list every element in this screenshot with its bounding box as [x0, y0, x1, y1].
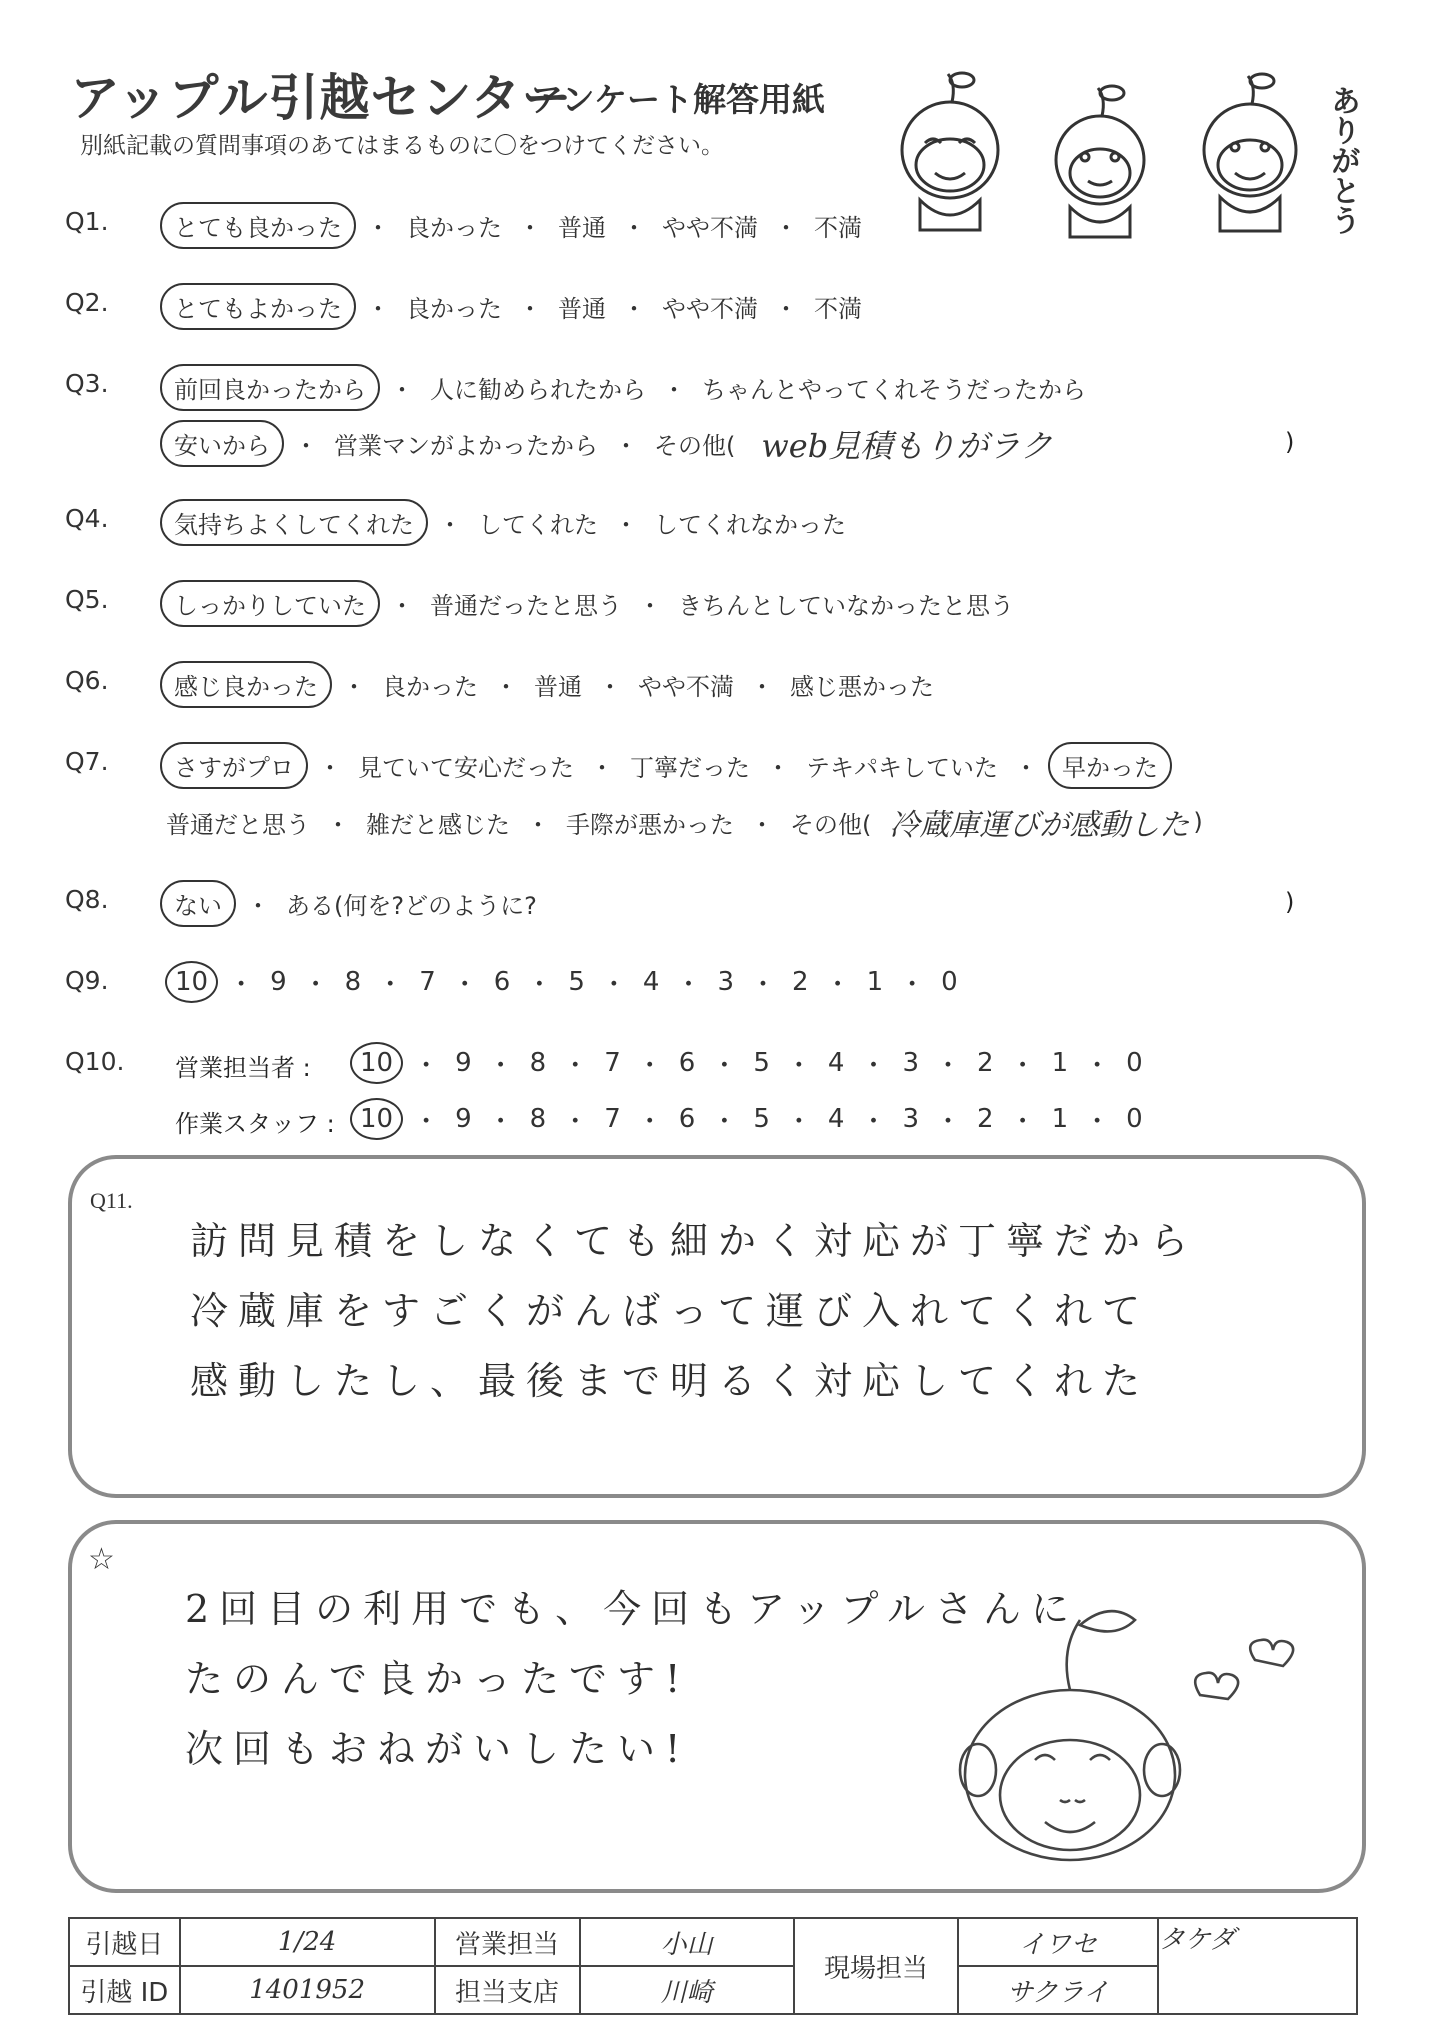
free-comment-line-2: たのんで良かったです! — [185, 1657, 691, 1701]
q7-other-handwritten: 冷蔵庫運びが感動した — [889, 808, 1190, 843]
q1-option-5[interactable]: 不満 — [814, 214, 862, 242]
q10-staff-scale: 10 ・ 9 ・ 8 ・ 7 ・ 6 ・ 5 ・ 4 ・ 3 ・ 2 ・ 1 ・ 0 — [350, 1098, 1149, 1140]
q1-options: とても良かった ・ 良かった ・ 普通 ・ やや不満 ・ 不満 — [160, 202, 868, 249]
free-comment-line-1: 2回目の利用でも、今回もアップルさんに — [185, 1587, 1079, 1631]
q6-option-3[interactable]: 普通 — [534, 673, 582, 701]
q8-option-2[interactable]: ある(何を?どのように? — [286, 892, 537, 920]
q9-score-9[interactable]: 9 — [270, 967, 287, 997]
site-staff-2: サクライ — [958, 1966, 1157, 2014]
mascot-monkeys-illustration — [880, 65, 1340, 250]
q10-sales-score-1[interactable]: 1 — [1051, 1048, 1069, 1078]
q9-score-6[interactable]: 6 — [493, 967, 511, 997]
q1-option-2[interactable]: 良かった — [406, 214, 502, 242]
q1-option-4[interactable]: やや不満 — [662, 214, 758, 242]
q9-score-10-selected[interactable]: 10 — [165, 961, 218, 1003]
thanks-text: ありがとう — [1325, 85, 1360, 235]
q7-option-2[interactable]: 見ていて安心だった — [358, 754, 574, 782]
move-id-label: 引越 ID — [69, 1966, 180, 2014]
q9-score-2[interactable]: 2 — [792, 967, 809, 997]
q7-option-1-selected[interactable]: さすがプロ — [160, 742, 308, 789]
q7-option-other[interactable]: その他( — [790, 810, 872, 839]
q10-sales-score-4[interactable]: 4 — [827, 1048, 845, 1078]
q8-label: Q8. — [65, 885, 109, 914]
branch-value: 川崎 — [580, 1966, 794, 2014]
q10-sales-score-3[interactable]: 3 — [902, 1048, 920, 1078]
q11-line-1: 訪問見積をしなくても細かく対応が丁寧だから — [190, 1219, 1199, 1263]
q11-label: Q11. — [90, 1188, 133, 1213]
q9-score-8[interactable]: 8 — [344, 967, 362, 997]
q3-close-paren: ) — [1285, 428, 1295, 456]
q10-sales-score-9[interactable]: 9 — [455, 1048, 472, 1078]
q9-score-5[interactable]: 5 — [568, 967, 585, 997]
q10-sales-score-7[interactable]: 7 — [604, 1048, 621, 1078]
q4-option-2[interactable]: してくれた — [478, 511, 598, 539]
q10-staff-score-2[interactable]: 2 — [977, 1104, 994, 1134]
site-staff-1: イワセ — [958, 1918, 1157, 1966]
q10-staff-score-5[interactable]: 5 — [753, 1104, 770, 1134]
q9-score-3[interactable]: 3 — [717, 967, 735, 997]
q5-label: Q5. — [65, 585, 109, 614]
move-date-value: 1/24 — [180, 1918, 435, 1966]
move-date-label: 引越日 — [69, 1918, 180, 1966]
q3-option-5[interactable]: 営業マンがよかったから — [334, 432, 598, 460]
q8-close-paren: ) — [1285, 888, 1295, 916]
q3-label: Q3. — [65, 369, 109, 398]
q10-sales-score-8[interactable]: 8 — [529, 1048, 547, 1078]
sales-rep-value: 小山 — [580, 1918, 794, 1966]
q10-staff-score-9[interactable]: 9 — [455, 1104, 472, 1134]
q9-score-0[interactable]: 0 — [941, 967, 958, 997]
q3-option-4-selected[interactable]: 安いから — [160, 420, 284, 467]
q4-option-1-selected[interactable]: 気持ちよくしてくれた — [160, 499, 428, 546]
q9-scale: 10 ・ 9 ・ 8 ・ 7 ・ 6 ・ 5 ・ 4 ・ 3 ・ 2 ・ 1 ・ 0 — [165, 961, 964, 1003]
q7-label: Q7. — [65, 747, 109, 776]
q10-staff-score-8[interactable]: 8 — [529, 1104, 547, 1134]
q3-option-1-selected[interactable]: 前回良かったから — [160, 364, 380, 411]
q7-option-7[interactable]: 雑だと感じた — [366, 810, 510, 839]
q7-options-row1: さすがプロ ・ 見ていて安心だった ・ 丁寧だった ・ テキパキしていた ・ 早かった — [160, 742, 1172, 789]
q9-score-7[interactable]: 7 — [419, 967, 436, 997]
footer-info-table — [68, 1917, 1358, 2015]
q4-label: Q4. — [65, 504, 109, 533]
q4-options: 気持ちよくしてくれた ・ してくれた ・ してくれなかった — [160, 499, 852, 546]
q10-staff-label: 作業スタッフ : — [175, 1110, 335, 1138]
move-id-value: 1401952 — [180, 1966, 435, 2014]
branch-label: 担当支店 — [435, 1966, 580, 2014]
q7-options-row2: 普通だと思う ・ 雑だと感じた ・ 手際が悪かった ・ その他( 冷蔵庫運びが感動した ) — [160, 800, 1203, 844]
q10-sales-score-5[interactable]: 5 — [753, 1048, 770, 1078]
q1-option-3[interactable]: 普通 — [558, 214, 606, 242]
q6-option-5[interactable]: 感じ悪かった — [790, 673, 934, 701]
q7-option-6[interactable]: 普通だと思う — [166, 810, 310, 839]
free-comment-line-3: 次回もおねがいしたい! — [185, 1727, 691, 1771]
q6-option-1-selected[interactable]: 感じ良かった — [160, 661, 332, 708]
q3-options-row1: 前回良かったから ・ 人に勧められたから ・ ちゃんとやってくれそうだったから — [160, 364, 1092, 411]
site-staff-3: タケダ — [1158, 1918, 1357, 2014]
q3-options-row2: 安いから ・ 営業マンがよかったから ・ その他( web見積もりがラク — [160, 420, 1052, 467]
q5-options: しっかりしていた ・ 普通だったと思う ・ きちんとしていなかったと思う — [160, 580, 1020, 627]
q3-option-other[interactable]: その他( — [654, 432, 736, 460]
q3-other-handwritten: web見積もりがラク — [761, 426, 1053, 465]
q2-option-1-selected[interactable]: とてもよかった — [160, 283, 356, 330]
q7-option-8[interactable]: 手際が悪かった — [566, 810, 734, 839]
q8-option-1-selected[interactable]: ない — [160, 880, 236, 927]
q5-option-2[interactable]: 普通だったと思う — [430, 592, 622, 620]
q10-sales-score-10-selected[interactable]: 10 — [350, 1042, 403, 1084]
q10-staff-score-1[interactable]: 1 — [1051, 1104, 1069, 1134]
q1-label: Q1. — [65, 207, 109, 236]
q10-staff-score-3[interactable]: 3 — [902, 1104, 920, 1134]
q1-option-1-selected[interactable]: とても良かった — [160, 202, 356, 249]
q7-option-3[interactable]: 丁寧だった — [630, 754, 750, 782]
site-staff-label: 現場担当 — [794, 1918, 959, 2014]
brand-title: アップル引越センター — [70, 69, 573, 127]
monkey-doodle-icon — [950, 1600, 1310, 1870]
q4-option-3[interactable]: してくれなかった — [654, 511, 846, 539]
q5-option-3[interactable]: きちんとしていなかったと思う — [678, 592, 1014, 620]
q10-sales-score-0[interactable]: 0 — [1126, 1048, 1143, 1078]
q10-staff-score-7[interactable]: 7 — [604, 1104, 621, 1134]
q10-sales-label: 営業担当者 : — [175, 1054, 311, 1082]
q10-sales-scale: 10 ・ 9 ・ 8 ・ 7 ・ 6 ・ 5 ・ 4 ・ 3 ・ 2 ・ 1 ・ 0 — [350, 1042, 1149, 1084]
q7-option-4[interactable]: テキパキしていた — [806, 754, 998, 782]
q2-option-3[interactable]: 普通 — [558, 295, 606, 323]
q7-option-5-selected[interactable]: 早かった — [1048, 742, 1172, 789]
q6-option-4[interactable]: やや不満 — [638, 673, 734, 701]
q10-sales-score-6[interactable]: 6 — [678, 1048, 696, 1078]
q8-options: ない ・ ある(何を?どのように? — [160, 880, 543, 927]
sales-rep-label: 営業担当 — [435, 1918, 580, 1966]
q2-label: Q2. — [65, 288, 109, 317]
form-subtitle: アンケート解答用紙 — [530, 80, 826, 119]
q2-option-5[interactable]: 不満 — [814, 295, 862, 323]
q6-options: 感じ良かった ・ 良かった ・ 普通 ・ やや不満 ・ 感じ悪かった — [160, 661, 940, 708]
q10-sales-score-2[interactable]: 2 — [977, 1048, 994, 1078]
q10-staff-score-6[interactable]: 6 — [678, 1104, 696, 1134]
q5-option-1-selected[interactable]: しっかりしていた — [160, 580, 380, 627]
q3-option-3[interactable]: ちゃんとやってくれそうだったから — [702, 376, 1086, 404]
q2-option-2[interactable]: 良かった — [406, 295, 502, 323]
q11-line-2: 冷蔵庫をすごくがんばって運び入れてくれて — [190, 1289, 1151, 1333]
q10-staff-score-4[interactable]: 4 — [827, 1104, 845, 1134]
q10-staff-score-10-selected[interactable]: 10 — [350, 1098, 403, 1140]
q9-score-4[interactable]: 4 — [642, 967, 660, 997]
instruction-text: 別紙記載の質問事項のあてはまるものに〇をつけてください。 — [80, 133, 724, 159]
q9-label: Q9. — [65, 966, 109, 995]
q6-label: Q6. — [65, 666, 109, 695]
q7-close-paren: ) — [1193, 808, 1203, 836]
q2-option-4[interactable]: やや不満 — [662, 295, 758, 323]
q11-line-3: 感動したし、最後まで明るく対応してくれた — [190, 1359, 1151, 1403]
q10-staff-score-0[interactable]: 0 — [1126, 1104, 1143, 1134]
q9-score-1[interactable]: 1 — [866, 967, 884, 997]
q3-option-2[interactable]: 人に勧められたから — [430, 376, 646, 404]
q2-options: とてもよかった ・ 良かった ・ 普通 ・ やや不満 ・ 不満 — [160, 283, 868, 330]
star-icon: ☆ — [88, 1543, 115, 1576]
q6-option-2[interactable]: 良かった — [382, 673, 478, 701]
q10-label: Q10. — [65, 1047, 125, 1076]
